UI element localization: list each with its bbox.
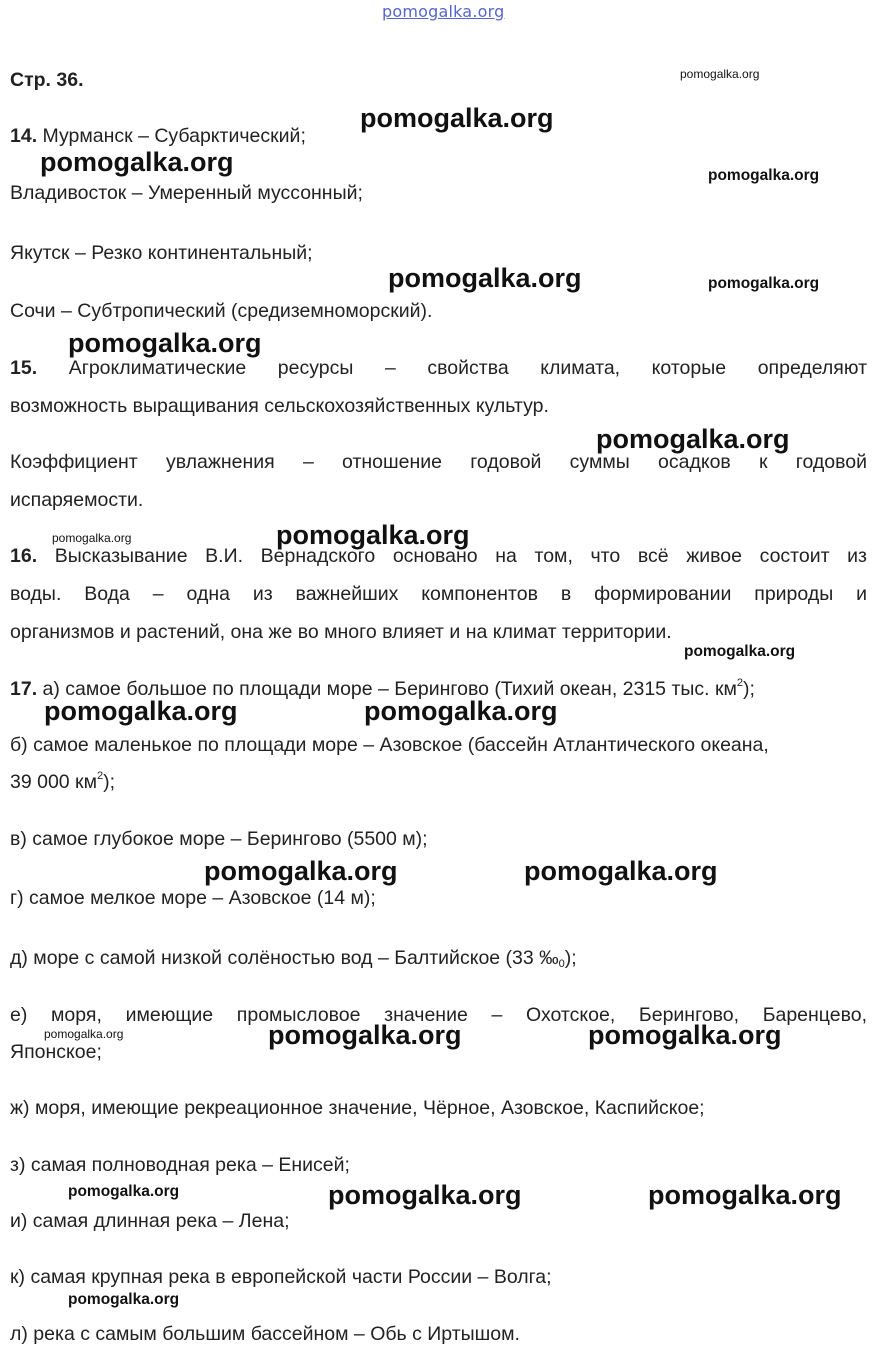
watermark: pomogalka.org: [596, 424, 790, 454]
watermark: pomogalka.org: [44, 696, 238, 726]
q17-b-superscript: 2: [97, 770, 104, 782]
q17-b-text: 39 000 км: [10, 771, 97, 793]
watermark: pomogalka.org: [68, 328, 262, 358]
q17-item-b-line-2: [10, 763, 867, 801]
q17-item-g: г) самое мелкое море – Азовское (14 м);: [10, 887, 376, 909]
q17-d-text: д) море с самой низкой солёностью вод – Балтийское (33 ‰: [10, 947, 559, 969]
watermark: pomogalka.org: [44, 1027, 124, 1041]
q17-item-k: к) самая крупная река в европейской части России – Волга;: [10, 1266, 552, 1288]
q17-item-v: в) самое глубокое море – Берингово (5500 м);: [10, 828, 428, 850]
q17-a-text: а) самое большое по площади море – Берингово (Тихий океан, 2315 тыс. км: [37, 678, 737, 700]
q15-number: 15.: [10, 357, 38, 379]
page-heading: Стр. 36.: [10, 69, 84, 91]
q15-text-1: Агроклиматические ресурсы – свойства климата, которые определяют: [37, 357, 867, 379]
q17-a-superscript: 2: [736, 677, 744, 689]
q16-line-3: организмов и растений, она же во много влияет и на климат территории.: [10, 621, 672, 643]
q14-text-1: Мурманск – Субарктический;: [37, 125, 306, 147]
q17-d-end: );: [564, 947, 577, 969]
q15-line-2: возможность выращивания сельскохозяйственных культур.: [10, 395, 549, 417]
q17-item-i: и) самая длинная река – Лена;: [10, 1210, 290, 1232]
watermark: pomogalka.org: [648, 1180, 842, 1210]
q17-a-end: );: [743, 678, 755, 700]
watermark: pomogalka.org: [708, 167, 820, 184]
watermark: pomogalka.org: [680, 67, 760, 81]
q16-line-2: воды. Вода – одна из важнейших компонентов в формировании природы и: [10, 583, 867, 605]
watermark: pomogalka.org: [364, 696, 558, 726]
watermark: pomogalka.org: [40, 147, 234, 177]
watermark: pomogalka.org: [588, 1020, 782, 1050]
q17-item-zh: ж) моря, имеющие рекреационное значение, Чёрное, Азовское, Каспийское;: [10, 1097, 705, 1119]
q14-number: 14.: [10, 125, 38, 147]
q17-b-end: );: [103, 771, 116, 793]
watermark: pomogalka.org: [684, 643, 796, 660]
watermark: pomogalka.org: [276, 520, 470, 550]
q14-line-3: Якутск – Резко континентальный;: [10, 242, 313, 264]
watermark: pomogalka.org: [524, 856, 718, 886]
q17-item-e-line-2: Японское;: [10, 1041, 102, 1063]
q14-line-2: Владивосток – Умеренный муссонный;: [10, 182, 363, 204]
watermark: pomogalka.org: [68, 1291, 180, 1308]
watermark: pomogalka.org: [708, 275, 820, 292]
watermark: pomogalka.org: [68, 1183, 180, 1200]
q16-number: 16.: [10, 545, 38, 567]
watermark: pomogalka.org: [52, 531, 132, 545]
q17-item-z: з) самая полноводная река – Енисей;: [10, 1154, 350, 1176]
q15-line-4: испаряемости.: [10, 489, 144, 511]
watermark: pomogalka.org: [204, 856, 398, 886]
q17-item-b-line-1: б) самое маленькое по площади море – Азовское (бассейн Атлантического океана,: [10, 734, 769, 756]
header-watermark-link[interactable]: pomogalka.org: [382, 2, 505, 21]
q17-number: 17.: [10, 678, 38, 700]
q17-item-d: [10, 939, 867, 977]
q17-item-l: л) река с самым большим бассейном – Обь с Иртышом.: [10, 1323, 520, 1345]
q17-d-subscript: 0: [558, 958, 565, 970]
watermark: pomogalka.org: [328, 1180, 522, 1210]
watermark: pomogalka.org: [360, 103, 554, 133]
q17-item-e-line-1: е) моря, имеющие промысловое значение – Охотское, Берингово, Баренцево,: [10, 1004, 867, 1026]
q15-line-3: Коэффициент увлажнения – отношение годовой суммы осадков к годовой: [10, 451, 867, 473]
q14-line-4: Сочи – Субтропический (средиземноморский).: [10, 300, 433, 322]
watermark: pomogalka.org: [388, 263, 582, 293]
watermark: pomogalka.org: [268, 1020, 462, 1050]
q16-text-1: Высказывание В.И. Вернадского основано на том, что всё живое состоит из: [37, 545, 867, 567]
